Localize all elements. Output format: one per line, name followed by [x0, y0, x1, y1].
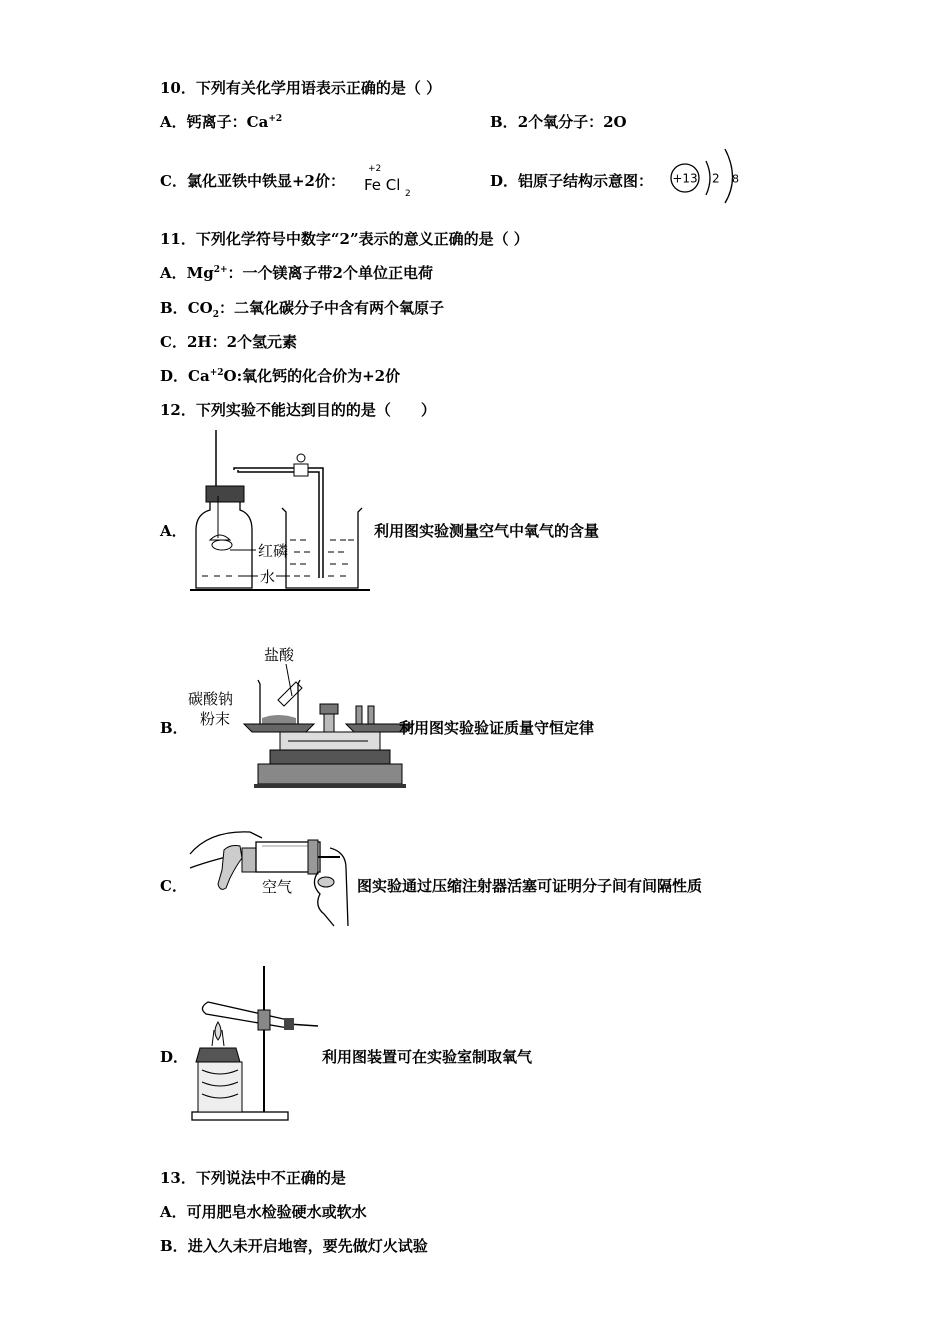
q11-option-b[interactable]	[160, 298, 444, 321]
q10-b-text: 2个氧分子：2O	[517, 113, 627, 131]
hydrochloric-acid-label: 盐酸	[264, 646, 295, 664]
q12-a-label[interactable]: A．	[160, 522, 187, 540]
q10-c-formula-sup: +2	[368, 164, 382, 174]
q13-a-text: 可用肥皂水检验硬水或软水	[186, 1203, 367, 1221]
q12-c-text: 图实验通过压缩注射器活塞可证明分子间有间隔性质	[357, 877, 703, 895]
sodium-carbonate-label-2: 粉末	[200, 710, 231, 728]
q11-a-sym: Mg	[186, 264, 214, 282]
q11-b-sub: 2	[212, 310, 219, 320]
q10-c-formula-main: Fe Cl	[364, 176, 401, 194]
q11-a-label: A．	[160, 264, 187, 282]
q11-c-text: 2H：2个氢元素	[186, 333, 298, 351]
q10-c-formula-sub: 2	[405, 189, 411, 199]
q11-b-label: B．	[160, 299, 188, 317]
q12-b-label[interactable]: B．	[160, 719, 188, 737]
q12-a-text: 利用图实验测量空气中氧气的含量	[374, 522, 600, 540]
syringe-compression-figure	[190, 822, 355, 932]
q11-option-d[interactable]	[160, 366, 400, 386]
q11-option-a[interactable]	[160, 263, 433, 283]
q10-d-label: D．	[490, 172, 519, 190]
q11-c-label: C．	[160, 333, 187, 351]
aluminum-atom-diagram	[668, 145, 748, 205]
q11-a-sup: 2+	[213, 265, 228, 275]
q13-stem: 13．下列说法中不正确的是	[160, 1169, 346, 1187]
q10-option-d[interactable]	[490, 171, 653, 191]
q10-b-label: B．	[490, 113, 518, 131]
q10-option-c[interactable]	[160, 171, 345, 191]
q11-stem: 11．下列化学符号中数字“2”表示的意义正确的是（ ）	[160, 230, 529, 248]
q13-b-label: B．	[160, 1237, 188, 1255]
q12-b-text: 利用图实验验证质量守恒定律	[399, 719, 595, 737]
q10-option-b[interactable]	[490, 112, 627, 132]
sodium-carbonate-label-1: 碳酸钠	[188, 690, 234, 708]
q11-b-text: ：二氧化碳分子中含有两个氧原子	[218, 299, 444, 317]
q13-a-label: A．	[160, 1203, 187, 1221]
q13-option-b[interactable]	[160, 1236, 428, 1256]
air-label: 空气	[262, 878, 293, 896]
q11-d-text: O:氧化钙的化合价为+2价	[223, 367, 401, 385]
q10-option-a[interactable]	[160, 112, 282, 132]
atom-shell-2-electrons: 8	[732, 172, 739, 186]
red-phosphorus-label: 红磷	[258, 542, 289, 560]
q12-c-label[interactable]: C．	[160, 877, 187, 895]
q10-c-text: 氯化亚铁中铁显+2价：	[186, 172, 345, 190]
atom-nucleus-charge: +13	[672, 171, 698, 186]
q10-d-text: 铝原子结构示意图：	[518, 172, 654, 190]
q11-d-sup: +2	[209, 368, 224, 378]
q13-option-a[interactable]	[160, 1202, 367, 1222]
q10-a-sup: +2	[268, 114, 283, 124]
q11-d-sym: Ca	[188, 367, 210, 385]
q10-stem: 10．下列有关化学用语表示正确的是（ ）	[160, 79, 442, 97]
q11-b-sym: CO	[187, 299, 213, 317]
water-label: 水	[260, 568, 276, 586]
red-phosphorus-apparatus-figure	[190, 430, 375, 595]
q11-option-c[interactable]	[160, 332, 297, 352]
atom-shell-1-electrons: 2	[712, 171, 720, 186]
q10-a-text: 钙离子：Ca	[186, 113, 269, 131]
q13-b-text: 进入久未开启地窖，要先做灯火试验	[187, 1237, 428, 1255]
q10-c-label: C．	[160, 172, 187, 190]
q11-a-text: ：一个镁离子带2个单位正电荷	[227, 264, 433, 282]
mass-conservation-balance-figure	[188, 640, 398, 790]
q10-a-label: A．	[160, 113, 187, 131]
q12-stem: 12．下列实验不能达到目的的是（ ）	[160, 401, 436, 419]
q10-c-formula	[364, 162, 424, 202]
oxygen-preparation-apparatus-figure	[192, 962, 322, 1122]
q12-d-text: 利用图装置可在实验室制取氧气	[322, 1048, 533, 1066]
q11-d-label: D．	[160, 367, 189, 385]
q12-d-label[interactable]: D．	[160, 1048, 189, 1066]
